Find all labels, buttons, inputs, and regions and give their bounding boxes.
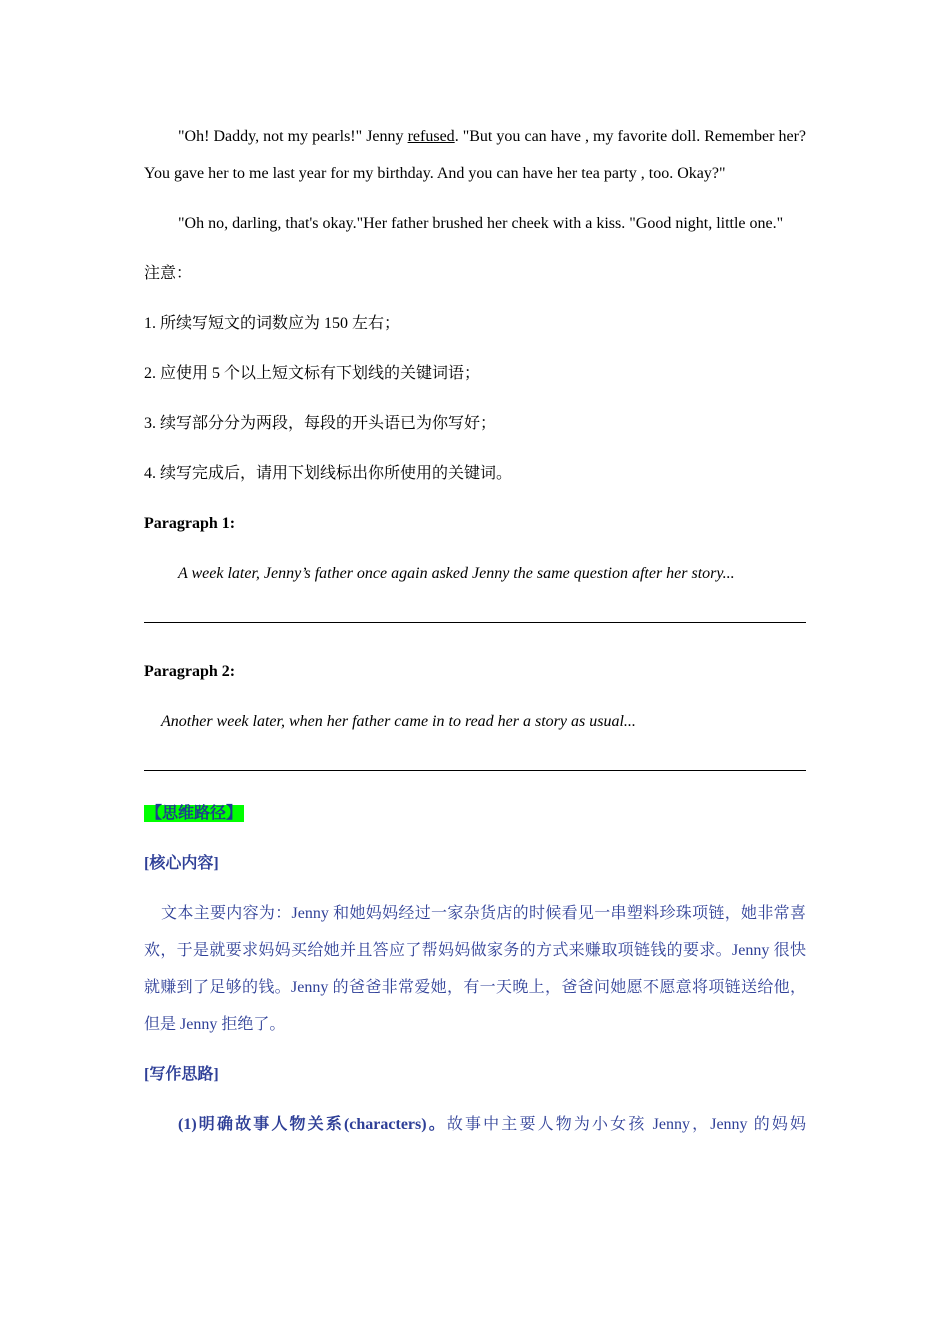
paragraph1-opening: A week later, Jenny’s father once again asked Jenny the same question after her story... bbox=[178, 565, 735, 582]
story-p1-part1: "Oh! Daddy, not my pearls!" Jenny bbox=[178, 128, 408, 145]
core-text: 文本主要内容为：Jenny 和她妈妈经过一家杂货店的时候看见一串塑料珍珠项链，她非常喜欢，于是就要求妈妈买给她并且答应了帮妈妈做家务的方式来赚取项链钱的要求。Jenny 很快就赚到了足够的钱。Jenny 的爸爸非常爱她，有一天晚上，爸爸问她愿不愿意将项链送给他，但是 Jenny 拒绝了。 bbox=[144, 905, 806, 1033]
document-page bbox=[144, 118, 806, 1143]
paragraph2-label: Paragraph 2: bbox=[144, 663, 236, 680]
point1-title: (1)明确故事人物关系(characters)。 bbox=[178, 1116, 447, 1133]
story-paragraph-2: "Oh no, darling, that's okay."Her father brushed her cheek with a kiss. "Good night, little one." bbox=[178, 215, 784, 232]
writing-point-1 bbox=[144, 1106, 806, 1143]
notes-heading: 注意： bbox=[144, 265, 193, 282]
note-item: 1. 所续写短文的词数应为 150 左右； bbox=[144, 315, 401, 332]
paragraph1-label: Paragraph 1: bbox=[144, 515, 236, 532]
story-p1-part2: . "But you can have , my favorite doll. Remember her? You gave her to me last year for my birthday. And you can have her tea party , too. Okay?" bbox=[144, 128, 807, 182]
note-item: 3. 续写部分分为两段，每段的开头语已为你写好； bbox=[144, 415, 497, 432]
writing-heading: [写作思路] bbox=[144, 1066, 219, 1083]
writing-line-2 bbox=[144, 770, 806, 771]
note-item: 2. 应使用 5 个以上短文标有下划线的关键词语； bbox=[144, 365, 481, 382]
paragraph2-opening: Another week later, when her father came in to read her a story as usual... bbox=[161, 713, 636, 730]
analysis-tag: 【思维路径】 bbox=[146, 805, 243, 822]
keyword-refused: refused bbox=[407, 128, 455, 145]
writing-line-1 bbox=[144, 622, 806, 623]
core-heading: [核心内容] bbox=[144, 855, 219, 872]
point1-text: 故事中主要人物为小女孩 Jenny，Jenny 的妈妈 bbox=[446, 1116, 806, 1133]
analysis-tag-line bbox=[144, 795, 806, 832]
note-item: 4. 续写完成后，请用下划线标出你所使用的关键词。 bbox=[144, 465, 513, 482]
story-paragraph-1 bbox=[144, 118, 806, 192]
